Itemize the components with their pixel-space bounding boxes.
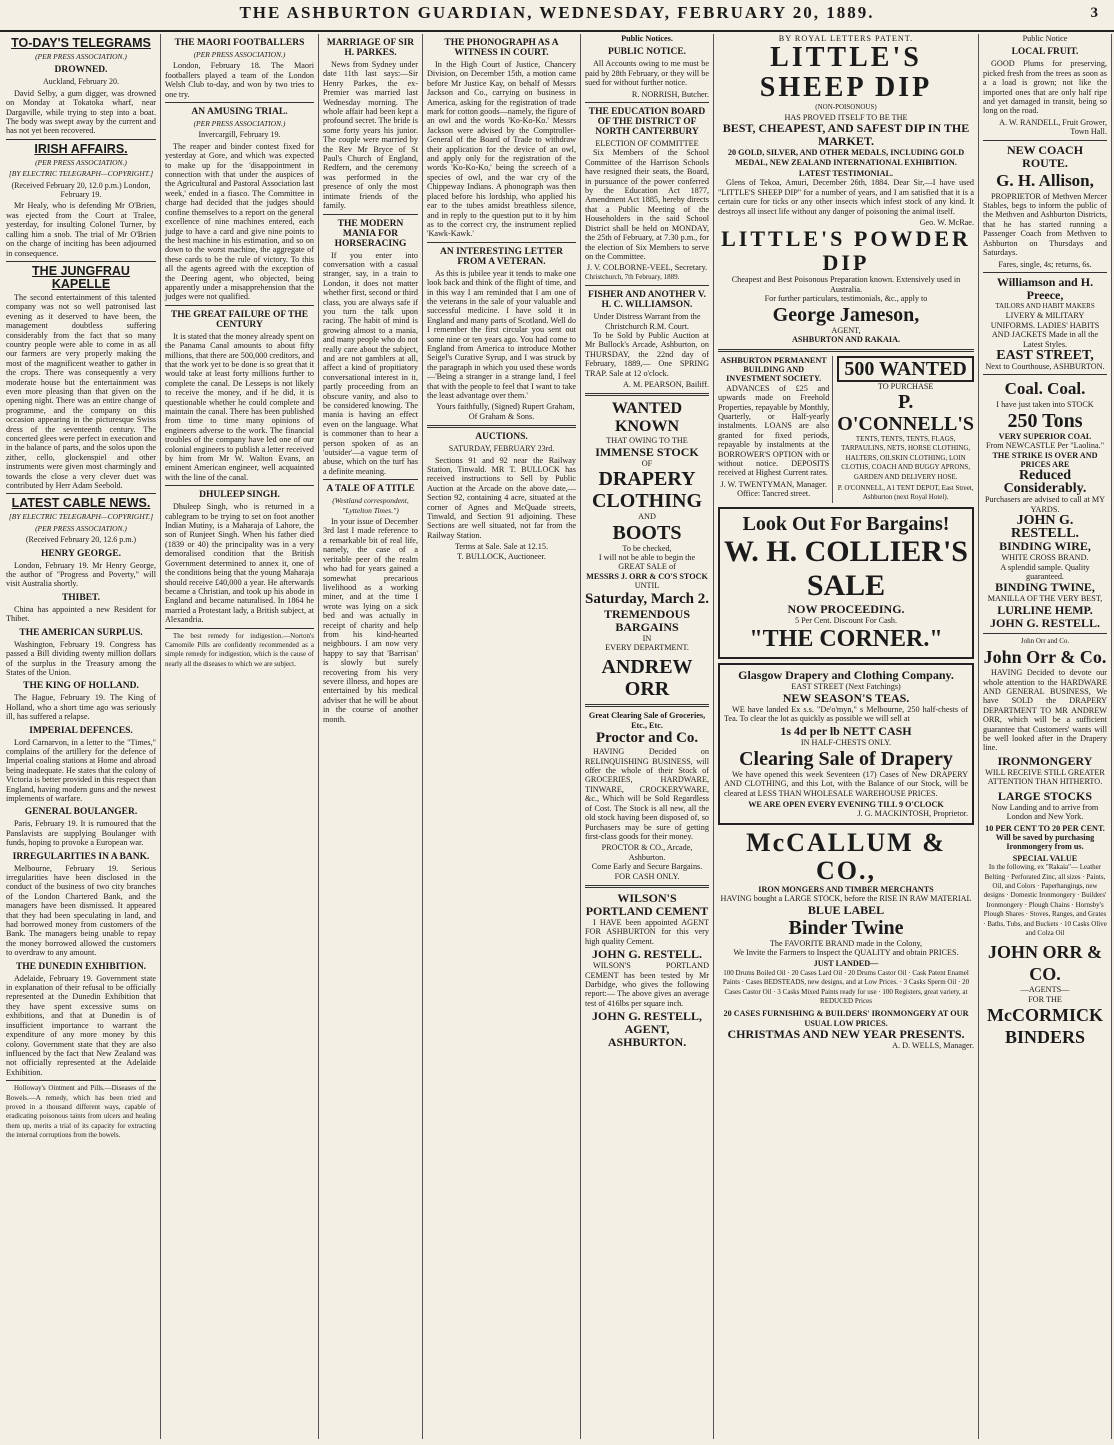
blue-label: BLUE LABEL (807, 902, 885, 917)
amusing-text: The reaper and binder contest fixed for yesterday at Gore, and which was expected to make up for the 'disappointment in connection with that under the auspices of the Agricultural and Pastoral Association last week,' ended in a fiasco. The Committee in charge had decided that the judges should confine themselves to a report on the general excellence of nine machines entered, each judge to have a card and give nine points to the best machine in his estimation, and so on down to the worst machine, the aggregate of these cards to be the rule of victory. To this all the agents agreed with the exception of the Deering agent, who objected, being apparently under a misapprehension that the judges were not qualified. (165, 141, 314, 302)
drowned-text: David Selby, a gum digger, was drowned on Monday at Tokatoka wharf, near Dargaville, while trying to step into a boat. The body was swept away by the current and has not yet been recovered. (6, 88, 156, 136)
apply-line: For further particulars, testimonials, &c., apply to (764, 294, 928, 304)
wanted-line: IN (642, 633, 652, 643)
veteran-sign: Yours faithfully, (Signed) Rupert Graham, Of Graham & Sons. (436, 402, 575, 421)
coal-ad (983, 378, 1107, 629)
invite-text: We Invite the Farmers to Inspect the QUALITY and obtain PRICES. (733, 948, 959, 958)
wanted-clothing: CLOTHING (591, 490, 703, 513)
landed-heading: JUST LANDED— (813, 959, 879, 969)
auctions-date: SATURDAY, FEBRUARY 23rd. (448, 444, 555, 454)
coal-strike: THE STRIKE IS OVER AND PRICES ARE (992, 450, 1098, 469)
glasgow-teas: NEW SEASON'S TEAS. (782, 690, 910, 705)
sheep-dip-sub: (NON-POISONOUS) (815, 103, 877, 112)
column-3 (319, 34, 423, 1439)
coach-ad (983, 144, 1107, 269)
public-notices-heading: Public Notices. (621, 34, 673, 43)
binder-text: The FAVORITE BRAND made in the Colony, (769, 938, 923, 948)
divider (165, 628, 314, 629)
public-notice-heading: PUBLIC NOTICE. (607, 47, 687, 58)
for-the-label: FOR THE (1028, 994, 1062, 1004)
coal-text: I have just taken into STOCK (996, 400, 1094, 410)
fisher-text: To be Sold by Public Auction at Mr Bullock's Arcade, Ashburton, on THURSDAY, the 22nd day of February, 1889,— One SPRING TRAP. Sale at 12 o'clock. (585, 330, 709, 378)
phonograph-heading: THE PHONOGRAPH AS A WITNESS IN COURT. (444, 38, 559, 58)
stocks-heading: LARGE STOCKS (997, 788, 1093, 803)
mid-ads-row (718, 356, 974, 503)
wanted-line: IMMENSE STOCK (595, 444, 699, 459)
oconnell-heading: 500 WANTED (837, 356, 974, 382)
wilson-body: WILSON'S PORTLAND CEMENT has been tested by Mr Darbidge, who gives the following report:— The above gives an average test of 416lbs per square inch. (585, 961, 709, 1008)
wanted-line: THAT OWING TO THE (606, 436, 688, 446)
patent-line: BY ROYAL LETTERS PATENT. (778, 34, 914, 43)
oconnell-ad (837, 356, 974, 503)
coal-from: From NEWCASTLE Per "Laolina." (985, 441, 1105, 451)
divider (585, 285, 709, 286)
wilson-sign: JOHN G. RESTELL, AGENT, ASHBURTON. (591, 1009, 703, 1050)
divider (165, 102, 314, 103)
glasgow-text: WE have landed Ex s.s. "De'o'myn," s Melbourne, 250 half-chests of Tea. To clear the lot as quickly as possible we will sell at (724, 704, 968, 723)
dunedin-heading: THE DUNEDIN EXHIBITION. (15, 961, 147, 972)
amusing-sub: (PER PRESS ASSOCIATION.) (193, 119, 286, 129)
telegrams-heading: TO-DAY'S TELEGRAMS (11, 36, 151, 50)
divider (323, 214, 418, 215)
boulanger-text: Paris, February 19. It is rumoured that the Panslavists are supplying Boulanger with funds, hoping to provoke a European war. (6, 819, 156, 848)
divider (165, 305, 314, 306)
iron-heading: IRONMONGERY (997, 753, 1093, 768)
mccallum-text: HAVING bought a LARGE STOCK, before the RISE IN RAW MATERIAL (720, 894, 972, 904)
glasgow-heading: Glasgow Drapery and Clothing Company. (738, 668, 954, 683)
column-4 (423, 34, 581, 1439)
divider (585, 704, 709, 707)
xmas-sign: A. D. WELLS, Manager. (892, 1041, 974, 1051)
great-failure-text: It is stated that the money already spent on the Panama Canal amounts to about fifty millions, that there are 500,000 creditors, and that the work yet to be done is so great that it would take at least forty millions further to complete the canal. De Lesseps is not likely to receive the money, and if he did, it is questionable whether he could complete and maintain the canal. There has been published from time to time many opinions of engineers adverse to the work. The financial troubles of the company have led one of our colonial engineers to publish a letter received by him from Mr W. Walton Evans, an eminent American engineer, well acquainted with the line of the canal. (165, 331, 314, 482)
wanted-date: Saturday, March 2. (585, 590, 709, 607)
proctor-foot: Come Early and Secure Bargains. FOR CASH ONLY. (591, 862, 703, 881)
binding-wire: BINDING WIRE, (999, 539, 1091, 554)
divider (427, 425, 576, 428)
tale-heading: A TALE OF A TITLE (326, 484, 415, 495)
wanted-drapery: DRAPERY (598, 468, 696, 491)
divider (983, 374, 1107, 375)
williamson-sub: TAILORS AND HABIT MAKERS (995, 301, 1095, 310)
oconnell-sign: P. O'CONNELL, A1 TENT DEPOT, East Street, Ashburton (next Royal Hotel). (837, 483, 974, 502)
coach-name: G. H. Allison, (996, 170, 1094, 190)
binder-twine: Binder Twine (788, 916, 904, 939)
landed-items: 100 Drums Boiled Oil · 20 Cases Lard Oil · 20 Drums Castor Oil · Cask Patent Enamel Paints · Cases BEDSTEADS, new designs, and at Low Prices. · 3 Casks Sperm Oil · 20 Cases Castor Oil · 3 Casks Mixed Paints ready for use · 100 Registers, great variety, at REDUCED Prices (722, 968, 970, 1006)
auctions-text: Sections 91 and 92 near the Railway Station, Tinwald. MR T. BULLOCK has received instructions to Sell by Public Auction at the Arcade on the above date,— Section 92, containing 4 acre, situated at the corner of Agnes and McQuade streets, Tinwald, and Section 91 adjoining. These Sections are well situated, not far from the Railway Station. (427, 455, 576, 540)
masthead-title: THE ASHBURTON GUARDIAN, WEDNESDAY, FEBRUARY 20, 1889. (239, 3, 875, 22)
white-cross: WHITE CROSS BRAND. (1001, 553, 1089, 563)
phonograph-text: In the High Court of Justice, Chancery Division, on December 15th, a motion came before Mr Justice Kay, on behalf of Messrs Jackson and Co., carrying on business in America, asking for the registration of trade mark for cotton goods—namely, the figure of an owl and the words 'Ko-Ko-Ko.' Messrs Jackson were advised by the Comptroller-General of the Board of Trade to withdraw their application for the device of an owl, and apply only for the registration of the words 'Ko-Ko-Ko,' being the screech of a species of owl, and the war cry of the Chippeway Indians. A phonograph was then placed before his lordship, who applied his ear to the tubes amidst breathless silence, and in reply to the question put to it by him as to the correct cry, the instrument replied 'Kawk-Kawk.' (427, 60, 576, 239)
bank-text: Melbourne, February 19. Serious irregularities have been disclosed in the conduct of the business of two city branches of the London Chartered Bank, and the managers have been dismissed. It appeared that they had been speculating in land, and had borrowed money from customers of the Bank. The managers being unable to repay the money borrowed allowed the customers to overdraw to any amount. (6, 863, 156, 958)
proctor-name: Proctor and Co. (595, 730, 699, 747)
great-failure-heading: THE GREAT FAILURE OF THE CENTURY (170, 309, 309, 330)
latest-date: (Received February 20, 12.6 p.m.) (25, 535, 137, 545)
george-heading: HENRY GEORGE. (40, 548, 122, 559)
surplus-text: Washington, February 19. Congress has passed a Bill dividing twenty million dollars of the surplus in the Treasury among the States of the Union. (6, 639, 156, 677)
imperial-heading: IMPERIAL DEFENCES. (29, 725, 133, 736)
drowned-date: Auckland, February 20. (43, 77, 119, 87)
holland-text: The Hague, February 19. The King of Holland, who a short time ago was seriously ill, has suffered a relapse. (6, 693, 156, 722)
xmas-line: CHRISTMAS AND NEW YEAR PRESENTS. (727, 1027, 965, 1042)
wanted-line: TREMENDOUS BARGAINS (603, 606, 690, 634)
irish-heading: IRISH AFFAIRS. (34, 141, 128, 156)
public-notice-sign: R. NORRISH, Butcher. (631, 89, 709, 99)
george-text: London, February 19. Mr Henry George, the author of "Progress and Poverty," will visit Australia shortly. (6, 560, 156, 589)
binding-twine: BINDING TWINE, (995, 580, 1095, 595)
bank-heading: IRREGULARITIES IN A BANK. (12, 851, 150, 862)
divider (585, 102, 709, 103)
tale-text: In your issue of December 3rd last I made reference to a remarkable bit of real life, namely, the case of a veritable peer of the realm who had for years gained a somewhat precarious livelihood as a working miner, and at the time I wrote was lying on a sick bed and was actually in receipt of charity and help from his kind-hearted neighbours. I am now very happy to say that 'Barrisan' is slowly but surely recovering from his very severe illness, and hopes are entertained by his medical adviser that he will be about in the course of another month. (323, 517, 418, 724)
irish-date: (Received February 20, 12.0 p.m.) London, February 19. (11, 180, 151, 200)
binders: BINDERS (1004, 1027, 1086, 1048)
column-7 (979, 34, 1112, 1439)
divider (6, 261, 156, 262)
holloway-text: Holloway's Ointment and Pills.—Diseases of the Bowels.—A remedy, which has been tried and proved in a thousand different ways, capable of eradicating poisonous taints from ulcers and healing them up, merits a trial of its capacity for extracting the internal corruptions from the bowels. (6, 1084, 156, 1140)
special-text: In the following, ex "Rakaia"— Leather Belting · Perforated Zinc, all sizes · Paints, Oil, and Colors · Paperhangings, new designs · Domestic Ironmongery · Builders' Ironmongery · Plough Chains · Hornsby's Plough Shares · Stoves, Ranges, and Grates · Baths, Tubs, and Buckets · 10 Casks Olive and Colza Oil (983, 863, 1107, 937)
wilson-name: JOHN G. RESTELL. (591, 947, 703, 962)
masthead (0, 0, 1114, 32)
boulanger-heading: GENERAL BOULANGER. (24, 807, 138, 818)
proctor-ad (585, 711, 709, 881)
divider (718, 349, 974, 352)
coal-invite: Purchasers are advised to call at MY YARDS. (984, 495, 1106, 514)
divider (585, 393, 709, 396)
coal-reduced: Reduced Considerably. (1003, 468, 1087, 497)
horseracing-heading: THE MODERN MANIA FOR HORSERACING (334, 218, 407, 249)
oconnell-sub: TO PURCHASE (877, 381, 934, 391)
agent-role: AGENT, (831, 325, 861, 335)
glasgow-chests: IN HALF-CHESTS ONLY. (800, 738, 892, 748)
column-1 (2, 34, 161, 1439)
coal-quality: VERY SUPERIOR COAL (998, 431, 1092, 441)
imperial-text: Lord Carnarvon, in a letter to the "Times," complains of the artillery for the defence of Imperial coaling stations at Home and abroad being inadequate. He states that the colony of Victoria is better provided in this respect than England, having modern guns and the newest implements of warfare. (6, 737, 156, 803)
powder-dip-sub: Cheapest and Best Poisonous Preparation known. Extensively used in Australia. (731, 275, 961, 294)
wanted-line: UNTIL (634, 581, 660, 591)
wilson-text: I HAVE been appointed AGENT FOR ASHBURTON for this very high quality Cement. (585, 917, 709, 946)
maori-heading: THE MAORI FOOTBALLERS (174, 38, 305, 48)
oconnell-name: P. O'CONNELL'S (837, 390, 974, 435)
williamson-heading: Williamson and H. Preece, (996, 274, 1094, 302)
wanted-line: EVERY DEPARTMENT. (605, 643, 689, 653)
collier-discount: 5 Per Cent. Discount For Cash. (794, 615, 898, 625)
restell-name-2: JOHN G. RESTELL. (989, 615, 1101, 630)
tale-sub: (Westland correspondent, "Lyttelton Times.") (332, 496, 409, 515)
drowned-heading: DROWNED. (54, 65, 108, 76)
latest-sub: [BY ELECTRIC TELEGRAPH—COPYRIGHT.] (8, 512, 154, 522)
veteran-heading: AN INTERESTING LETTER FROM A VETERAN. (439, 246, 563, 267)
marriage-heading: MARRIAGE OF SIR H. PARKES. (326, 38, 415, 58)
divider (6, 1080, 156, 1081)
divider (6, 493, 156, 494)
mccallum-ad (718, 829, 974, 1051)
proctor-heading: Great Clearing Sale of Groceries, Etc., Etc. (588, 711, 706, 730)
permanent-sign: J. W. TWENTYMAN, Manager. Office: Tancred street. (720, 479, 827, 499)
clearing-open: WE ARE OPEN EVERY EVENING TILL 9 O'CLOCK (748, 800, 944, 809)
dhuleep-heading: DHULEEP SINGH. (199, 490, 280, 501)
marriage-text: News from Sydney under date 11th last says:—Sir Henry Parkes, the ex-Premier was married last Wednesday morning. The whole affair had been kept a profound secret. The bride is some forty years his junior. The couple were married by the Rev Mr Bryce of St Paul's Church of England, Redfern, and the ceremony was performed in the presence of only the most intimate friends of the family. (323, 60, 418, 211)
agent-place: ASHBURTON AND RAKAIA. (791, 335, 901, 345)
camomile-text: The best remedy for indigestion.—Norton's Camomile Pills are confidently recommended as a simple remedy for indigestion, which is the cause of nearly all the diseases to which we are subject. (165, 631, 314, 668)
john-orr-ad (983, 637, 1107, 1048)
special-heading: SPECIAL VALUE (1012, 853, 1078, 863)
divider (983, 633, 1107, 634)
glasgow-price: 1s 4d per lb NETT CASH (780, 724, 912, 739)
coal-heading: Coal. Coal. (1004, 379, 1086, 399)
holland-heading: THE KING OF HOLLAND. (23, 681, 139, 692)
clearing-sign: J. G. MACKINTOSH, Proprietor. (857, 809, 968, 819)
oconnell-items: TENTS, TENTS, TENTS, FLAGS, TARPAULINS, NETS, HORSE CLOTHING, HALTERS, OILSKIN CLOTHING, LOIN CLOTHS, COACH AND BUGGY APRONS, GARDEN AND DELIVERY HOSE. (841, 434, 971, 481)
sheep-dip-title: LITTLE'S SHEEP DIP (759, 42, 933, 104)
fisher-sign: A. M. PEARSON, Bailiff. (622, 379, 709, 389)
glasgow-address: EAST STREET (Next Fatchings) (791, 682, 901, 692)
veteran-text: As this is jubilee year it tends to make one look back and think of the flight of time, and in this way I am reminded that I am one of the veterans in the sale of your valuable and successful medicine. I have sold it in England and many parts of Scotland. Well do I remember the first circular you sent out some nine or ten years ago. You had come to England from America to introduce Mother Seigel's Curative Syrup, and I was struck by the paragraph in which you used these words—'Being a stranger in a strange land, I feel that with the people to feel that I want to take the least advantage over them.' (427, 268, 576, 400)
divider (323, 479, 418, 480)
collier-ad (718, 507, 974, 659)
maori-text: London, February 18. The Maori footballers played a team of the London Welsh Club to-day, and won by two tries to one try. (165, 61, 314, 99)
coal-tons: 250 Tons (1007, 409, 1083, 432)
collier-sale: W. H. COLLIER'S SALE (724, 534, 968, 602)
permanent-society-ad (718, 356, 833, 503)
jungfrau-heading: THE JUNGFRAU KAPELLE (32, 263, 130, 291)
education-text: Six Members of the School Committee of the Harrison Schools have resigned their seats, the Board, in pursuance of the power conferred by the Education Act 1877, Amendment Act 1885, hereby directs that a Public Meeting of the Householders in the said School District shall be held on MONDAY, the 25th of February, at 7.30 p.m., for the election of Six Members to serve on the Committee. (585, 148, 709, 261)
wanted-line: To be checked, (622, 543, 672, 553)
education-heading: THE EDUCATION BOARD OF THE DISTRICT OF NORTH CANTERBURY (588, 107, 706, 138)
iron-text: WILL RECEIVE STILL GREATER ATTENTION THAN HITHERTO. (985, 767, 1105, 787)
public-notice-heading: Public Notice (1022, 34, 1068, 43)
wilson-ad (585, 892, 709, 1049)
medals-line: 20 GOLD, SILVER, AND OTHER MEDALS, INCLUDING GOLD MEDAL, NEW ZEALAND INTERNATIONAL EXHIBITION. (727, 148, 965, 167)
agents-label: —AGENTS— (1020, 985, 1070, 995)
permanent-text: ADVANCES of £25 and upwards made on Freehold Properties, repayable by Monthly, Quarterly, or Half-yearly instalments. LOANS are also granted for fixed periods, repayable by instalments at the BORROWER'S OPTION with or without notice. DEPOSITS received at Highest Current rates. (718, 383, 830, 478)
wanted-line: AND (638, 512, 656, 522)
sheep-dip-ad (718, 34, 974, 345)
orr-text: HAVING Decided to devote our whole attention to the HARDWARE AND GENERAL BUSINESS, We have SOLD the DRAPERY DEPARTMENT TO MR ANDREW ORR, which will be a sufficient guarantee that Customers' wants will be well looked after in the Drapery line. (983, 668, 1107, 753)
best-line: BEST, CHEAPEST, AND SAFEST DIP IN THE MARKET. (722, 121, 970, 149)
proctor-sign: PROCTOR & CO., Arcade, Ashburton. (601, 843, 693, 862)
restell-name: JOHN G. RESTELL. (1010, 513, 1080, 542)
wanted-line: MESSRS J. ORR & CO'S STOCK (586, 571, 708, 581)
stocks-text: Now Landing and to arrive from London and New York. (991, 802, 1099, 822)
maori-sub: (PER PRESS ASSOCIATION.) (193, 50, 286, 59)
coach-fares: Fares, single, 4s; returns, 6s. (998, 259, 1092, 269)
glasgow-ad (718, 663, 974, 825)
auctions-sign: T. BULLOCK, Auctioneer. (457, 551, 546, 561)
clearing-heading: Clearing Sale of Drapery (739, 747, 953, 770)
amusing-date: Invercargill, February 19. (198, 130, 281, 140)
horseracing-text: If you enter into conversation with a casual stranger, say, in a train to London, it does not matter whether first, second or third class, you are always safe if you turn the talk upon racing. The habit of mind is growing almost to a mania, and many people who do not really care about the subject, and are not gamblers at all, affect a kind of propitiatory conversational interest in it, partly proceeding from an obscure vanity, and also to be considered knowing. The mania is having an effect even on the language. What is commoner than to hear a person spoken of as an 'outsider'—a vague term of abuse, which on the turf has a definite meaning. (323, 250, 418, 476)
powder-dip-title: LITTLE'S POWDER DIP (721, 226, 971, 276)
irish-sub2: [BY ELECTRIC TELEGRAPH—COPYRIGHT.] (8, 169, 154, 179)
testimonial-text: Glens of Tekoa, Amuri, December 26th, 1884. Dear Sir,—I have used "LITTLE'S SHEEP DIP" for a number of years, and I am satisfied that it is a certain cure for ticks or any other insects which infest stock of any kind. It destroys all insect life without any danger of poisoning the animal itself. (718, 178, 974, 216)
andrew-orr: ANDREW ORR (601, 656, 693, 701)
mccallum-heading: McCALLUM & CO., (746, 827, 946, 885)
east-street-sub: Next to Courthouse, ASHBURTON. (985, 361, 1105, 371)
telegrams-sub: (PER PRESS ASSOCIATION.) (35, 52, 127, 61)
fruit-sign: A. W. RANDELL, Fruit Grower, Town Hall. (999, 117, 1107, 137)
divider (427, 242, 576, 243)
williamson-ad (983, 276, 1107, 371)
thibet-heading: THIBET. (61, 592, 101, 603)
permanent-heading: ASHBURTON PERMANENT BUILDING AND INVESTMENT SOCIETY. (720, 355, 827, 384)
auctions-terms: Terms at Sale. Sale at 12.15. (454, 542, 549, 552)
wanted-line: I will not be able to begin the GREAT SALE of (598, 553, 696, 572)
auctions-heading: AUCTIONS. (475, 432, 528, 443)
proctor-text: HAVING Decided on RELINQUISHING BUSINESS, will offer the whole of their Stock of GROCERIES, HARDWARE, TINWARE, CROCKERYWARE, &c., Which will be Sold Regardless of Cost. The Stock is all new, all the old stock having been disposed of, so Purchasers may be sure of getting first-class goods for their money. (585, 747, 709, 841)
orr-big: JOHN ORR & CO. (988, 942, 1102, 985)
agent-name: George Jameson, (772, 303, 920, 326)
fruit-heading: LOCAL FRUIT. (1011, 47, 1079, 58)
collier-now: NOW PROCEEDING. (787, 601, 905, 616)
fisher-heading: FISHER AND ANOTHER V. H. C. WILLIAMSON. (588, 290, 706, 311)
thibet-text: China has appointed a new Resident for Thibet. (6, 604, 156, 624)
divider (983, 140, 1107, 141)
public-notice-text: All Accounts owing to me must be paid by 28th February, or they will be sued for without further notice. (585, 59, 709, 88)
clearing-text: We have opened this week Seventeen (17) Cases of New DRAPERY AND CLOTHING, and this Lot, with the Balance of our Stock, will be cleared at LESS THAN WHOLESALE WAREHOUSE PRICES. (724, 769, 968, 798)
divider (585, 885, 709, 888)
proved-line: HAS PROVED ITSELF TO BE THE (784, 112, 908, 122)
dunedin-text: Adelaide, February 19. Government state in explanation of their refusal to be officially represented at the Dunedin Exhibition that they have spent excessive sums on exhibitions, and that at Dunedin is of insufficient importance to warrant the expenditure of any more money by this colony. Government state that they are also influenced by the fact that New Zealand was not officially represented at the Adelaide Exhibition. (6, 973, 156, 1077)
orr-heading: John Orr & Co. (983, 647, 1107, 668)
coach-text: PROPRIETOR of Methven Mercer Stables, begs to inform the public of the Methven and Ashburton Districts, that he has started running a Passenger Coach from Methven to Ashburton on Thursdays and Saturdays. (983, 191, 1107, 258)
cent-text: 10 PER CENT TO 20 PER CENT. Will be saved by purchasing Ironmongery from us. (985, 823, 1105, 852)
collier-corner: "THE CORNER." (749, 626, 943, 653)
irish-text: Mr Healy, who is defending Mr O'Brien, was ejected from the Court at Tralee, yesterday, for insulting Colonel Turner, by calling him a snob. The trial of Mr O'Brien on the charge of inciting has been adjourned in consequence. (6, 201, 156, 258)
wanted-line: OF (641, 458, 653, 468)
east-street: EAST STREET, (996, 347, 1094, 363)
fruit-text: GOOD Plums for preserving, picked fresh from the trees as soon as a a load is grown; not like the imported ones that are only half ripe and yet damaged in transit, being so long on the road. (983, 59, 1107, 116)
testimonial-sign: Geo. W. McRae. (919, 218, 974, 228)
dhuleep-text: Dhuleep Singh, who is returned in a cablegram to be trying to set on foot another Indian Mutiny, is a Maharaja of Lahore, the son of Runjeet Singh. When his father died (1839 or 40) the principality was in a very demoralised condition that the British Government determined to annex it, one of the conditions being that the young Maharaja should receive £40,000 a year. He afterwards became a Christian, and took up his abode in England and became naturalised. In 1864 he married a Protestant lady, a British subject, at Alexandria. (165, 502, 314, 625)
williamson-text: LIVERY & MILITARY UNIFORMS. LADIES' HABITS AND JACKETS Made in all the Latest Styles. (990, 311, 1100, 349)
page-number: 3 (1090, 5, 1100, 21)
education-sub: ELECTION OF COMMITTEE (595, 139, 699, 149)
column-6 (714, 34, 979, 1439)
surplus-heading: THE AMERICAN SURPLUS. (19, 627, 143, 638)
mccallum-sub: IRON MONGERS AND TIMBER MERCHANTS (758, 884, 934, 894)
wilson-heading: WILSON'S PORTLAND CEMENT (585, 890, 709, 918)
collier-lookout: Look Out For Bargains! (742, 512, 950, 535)
latest-sub2: (PER PRESS ASSOCIATION.) (35, 523, 127, 533)
latest-cable-heading: LATEST CABLE NEWS. (11, 496, 151, 511)
divider (6, 139, 156, 140)
sample-text: A splendid sample. Quality guaranteed. (1000, 562, 1090, 581)
cases-line: 20 CASES FURNISHING & BUILDERS' IRONMONGERY AT OUR USUAL LOW PRICES. (723, 1009, 969, 1028)
wanted-known-ad (585, 400, 709, 700)
divider (983, 272, 1107, 273)
wanted-heading: WANTED KNOWN (611, 400, 683, 436)
wanted-boots: BOOTS (612, 521, 682, 544)
amusing-heading: AN AMUSING TRIAL. (191, 107, 288, 118)
lurline-hemp: LURLINE HEMP. (997, 602, 1093, 617)
jungfrau-text: The second entertainment of this talented company was not so well patronised last evening as it deserved to have been, the management doubtless suffering considerably from the fact that so many country people were able to come in as all our farmers are very properly making the most of the magnificent weather to gather in the crops. There was consequently a very moderate house but the entertainment was even more pleasing than that given on the opening night. There was an entire change of programme, and the company on this occasion appearing in the picturesque Swiss dress of the seventeenth century. The concerted glees were perfect in execution and in the balance of parts, and the solos upon the zither, cello, glockenspiel and other instruments were given most charmingly and towards the close a very clever duet was contributed by Herr Adam Seebold. (6, 292, 156, 491)
column-2 (161, 34, 319, 1439)
fisher-sub: Under Distress Warrant from the Christchurch R.M. Court. (593, 312, 701, 331)
education-date: Christchurch, 7th February, 1889. (585, 272, 680, 281)
mccormick: McCORMICK (987, 1005, 1103, 1026)
coach-heading: NEW COACH ROUTE. (1006, 142, 1084, 170)
manila-text: MANILLA OF THE VERY BEST, (987, 594, 1103, 604)
orr-small: John Orr and Co. (1020, 636, 1070, 645)
education-sign: J. V. COLBORNE-VEEL, Secretary. (586, 263, 708, 273)
testimonial-heading: LATEST TESTIMONIAL. (798, 169, 894, 179)
irish-sub: (PER PRESS ASSOCIATION.) (35, 157, 127, 167)
column-5 (581, 34, 714, 1439)
divider (165, 485, 314, 486)
